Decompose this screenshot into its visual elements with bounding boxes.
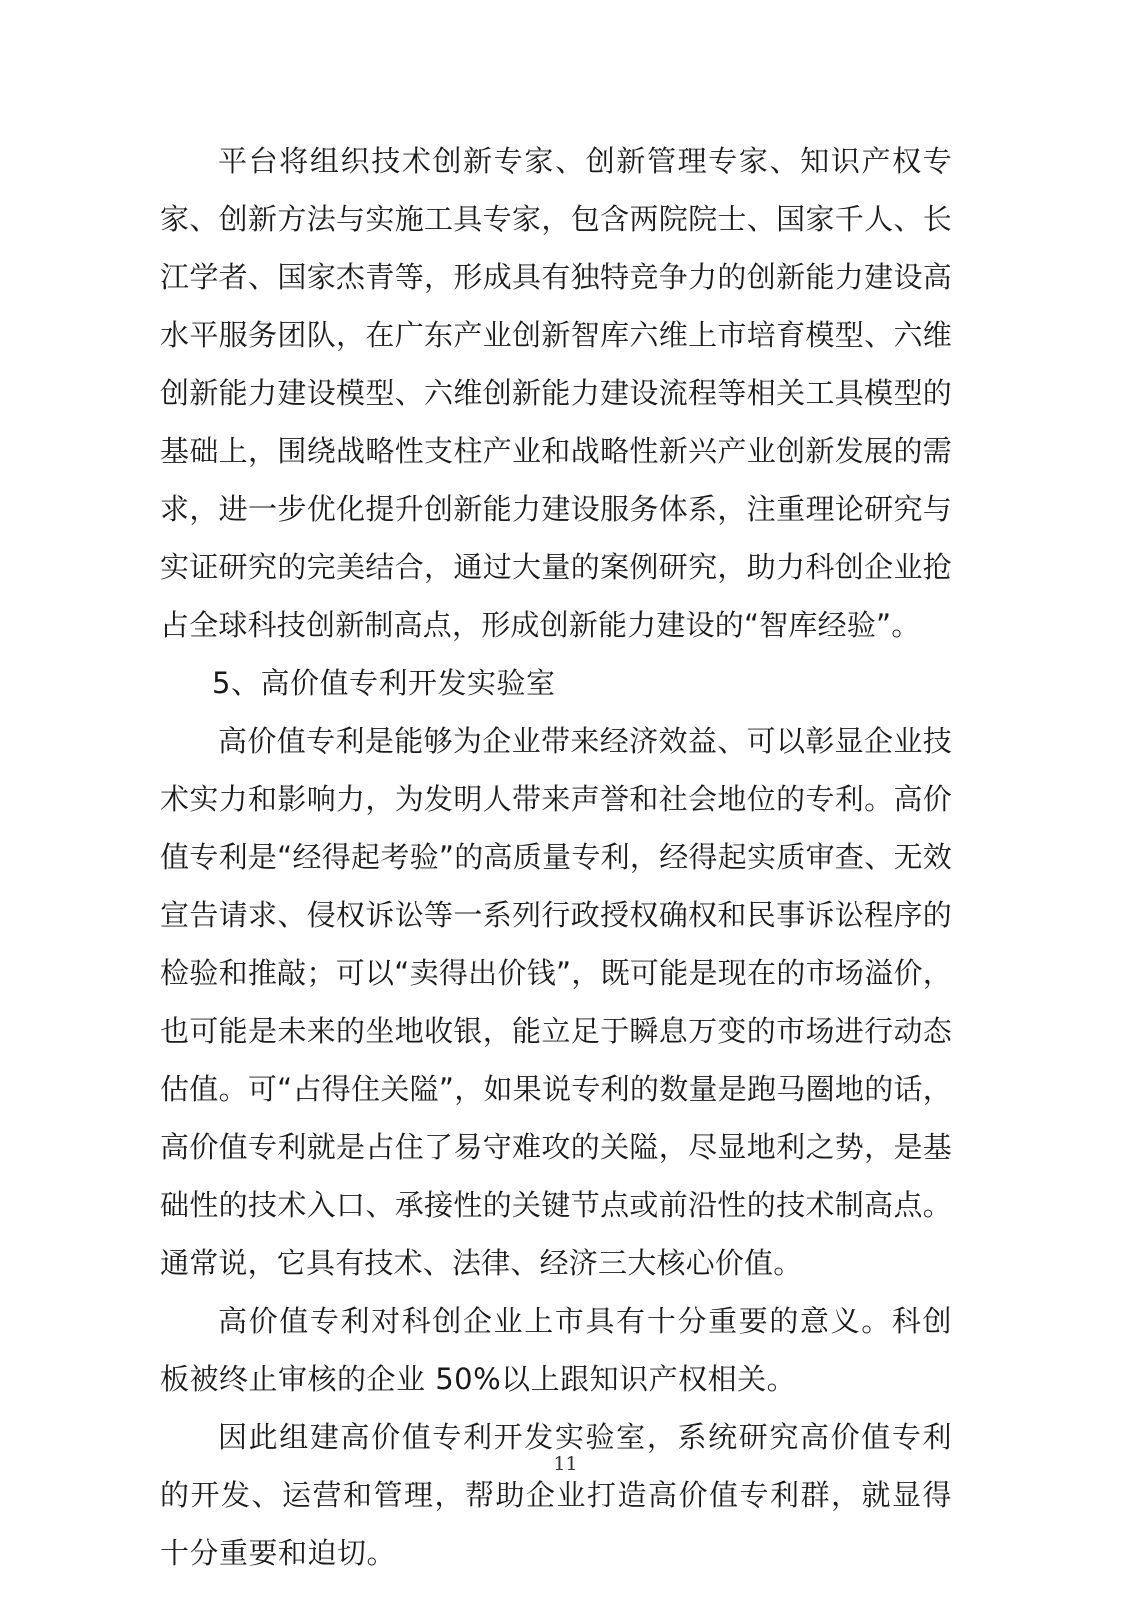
page-body	[160, 132, 952, 1582]
body-paragraph-definition: 高价值专利是能够为企业带来经济效益、可以彰显企业技术实力和影响力，为发明人带来声誉和社会地位的专利。高价值专利是“经得起考验”的高质量专利，经得起实质审查、无效宣告请求、侵权诉讼等一系列行政授权确权和民事诉讼程序的检验和推敲；可以“卖得出价钱”，既可能是现在的市场溢价，也可能是未来的坐地收银，能立足于瞬息万变的市场进行动态估值。可“占得住关隘”，如果说专利的数量是跑马圈地的话，高价值专利就是占住了易守难攻的关隘，尽显地利之势，是基础性的技术入口、承接性的关键节点或前沿性的技术制高点。通常说，它具有技术、法律、经济三大核心价值。	[160, 724, 952, 1280]
body-paragraph-significance: 高价值专利对科创企业上市具有十分重要的意义。科创板被终止审核的企业 50%以上跟知识产权相关。	[160, 1304, 952, 1396]
body-paragraph-conclusion: 因此组建高价值专利开发实验室，系统研究高价值专利的开发、运营和管理，帮助企业打造高价值专利群，就显得十分重要和迫切。	[160, 1420, 952, 1570]
section-heading: 5、高价值专利开发实验室	[212, 666, 556, 700]
page-number: 11	[553, 1453, 578, 1475]
body-paragraph-team: 平台将组织技术创新专家、创新管理专家、知识产权专家、创新方法与实施工具专家，包含两院院士、国家千人、长江学者、国家杰青等，形成具有独特竞争力的创新能力建设高水平服务团队，在广东产业创新智库六维上市培育模型、六维创新能力建设模型、六维创新能力建设流程等相关工具模型的基础上，围绕战略性支柱产业和战略性新兴产业创新发展的需求，进一步优化提升创新能力建设服务体系，注重理论研究与实证研究的完美结合，通过大量的案例研究，助力科创企业抢占全球科技创新制高点，形成创新能力建设的“智库经验”。	[160, 144, 952, 642]
